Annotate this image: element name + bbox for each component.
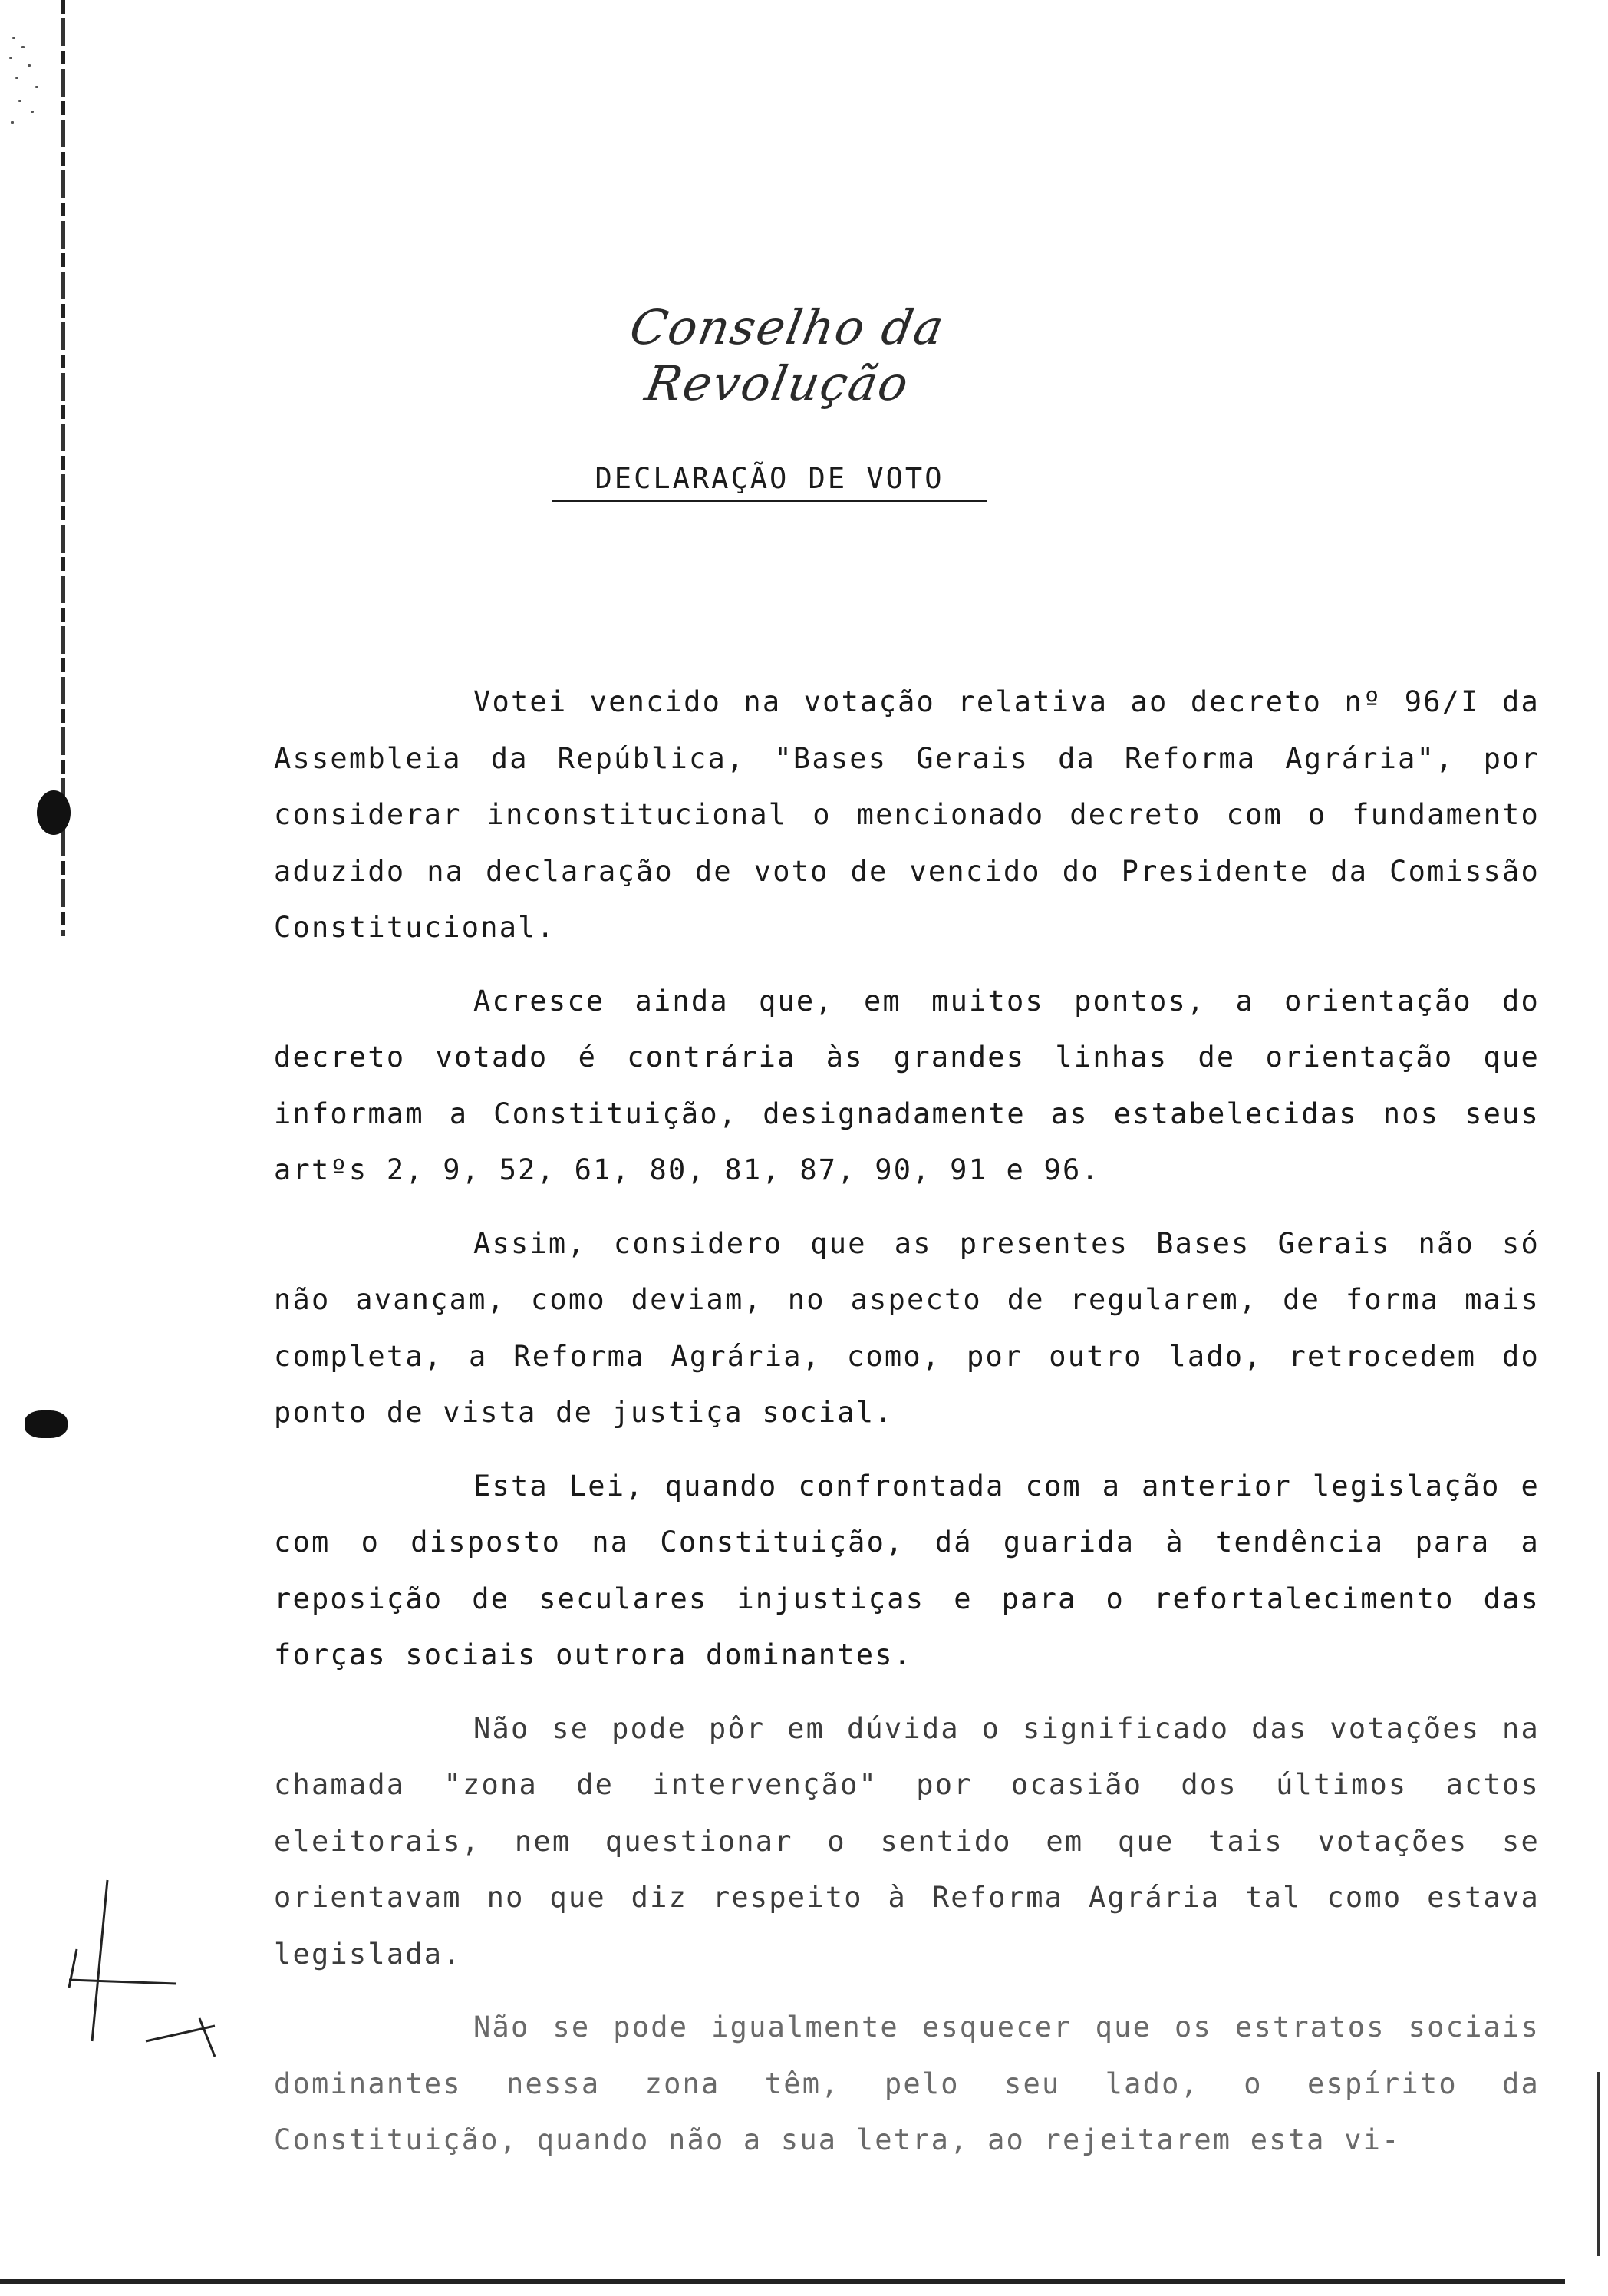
handwritten-margin-marks [61,1842,245,2087]
document-title: DECLARAÇÃO DE VOTO [552,462,987,502]
paragraph-2: Acresce ainda que, em muitos pontos, a orientação do decreto votado é contrária às grandes linhas de orientação que informam a Constituição, designadamente as estabelecidas nos seus artºs 2, 9, 52, 61, 80, 81, 87, 90, 91 e 96. [274,984,1540,1186]
document-body [274,674,1540,2185]
scan-edge-bottom [0,2279,1565,2284]
paragraph-5: Não se pode pôr em dúvida o significado das votações na chamada "zona de intervenção" por ocasião dos últimos actos eleitorais, nem questionar o sentido em que tais votações se orientavam no que diz respeito à Reforma Agrária tal como estava legislada. [274,1711,1540,1971]
paragraph-1: Votei vencido na votação relativa ao decreto nº 96/I da Assembleia da República, "Bases Gerais da Reforma Agrária", por considerar inconstitucional o mencionado decreto com o fundamento aduzido na declaração de voto de vencido do Presidente da Comissão Constitucional. [274,685,1540,944]
paragraph-4: Esta Lei, quando confrontada com a anterior legislação e com o disposto na Constituição, dá guarida à tendência para a reposição de seculares injustiças e para o refortalecimento das forças sociais outrora dominantes. [274,1469,1540,1671]
punch-hole-top [37,790,71,835]
scan-edge-right [1597,2072,1600,2256]
punch-hole-bottom [25,1410,68,1438]
letterhead-script: Conselho da Revolução [625,299,950,411]
scan-specks [5,31,58,146]
paragraph-3: Assim, considero que as presentes Bases Gerais não só não avançam, como deviam, no aspecto de regularem, de forma mais completa, a Reforma Agrária, como, por outro lado, retrocedem do ponto de vista de justiça social. [274,1226,1540,1429]
paragraph-6: Não se pode igualmente esquecer que os estratos sociais dominantes nessa zona têm, pelo seu lado, o espírito da Constituição, quando não a sua letra, ao rejeitarem esta vi- [274,2011,1540,2156]
